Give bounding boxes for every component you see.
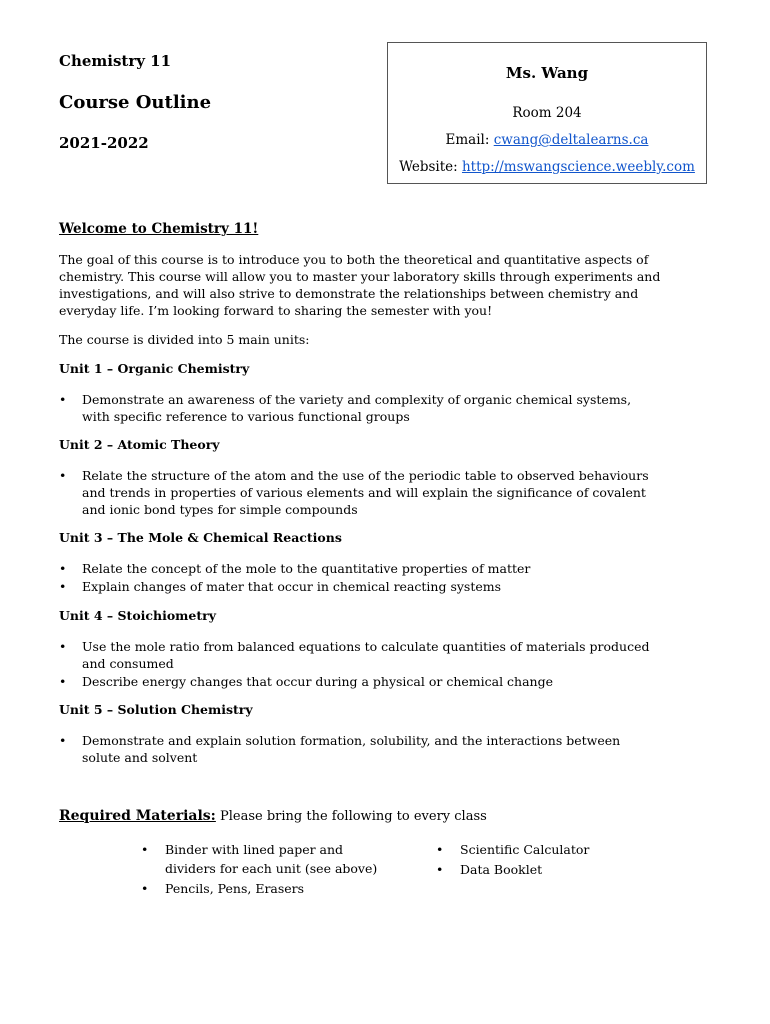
unit-1-list bbox=[59, 391, 659, 426]
unit-5-heading: Unit 5 – Solution Chemistry bbox=[59, 702, 253, 717]
unit-1-heading: Unit 1 – Organic Chemistry bbox=[59, 361, 250, 376]
required-materials-title: Required Materials: bbox=[59, 808, 216, 824]
list-item: • Demonstrate and explain solution formation, solubility, and the interactions between solute and solvent bbox=[59, 733, 621, 765]
list-item: • Explain changes of mater that occur in chemical reacting systems bbox=[59, 579, 502, 594]
website-link[interactable]: http://mswangscience.weebly.com bbox=[461, 159, 695, 175]
website-label: Website: bbox=[399, 159, 462, 175]
intro-paragraph: The goal of this course is to introduce you to both the theoretical and quantitative aspects of chemistry. This course will allow you to master your laboratory skills through experiments and investigations, and will also strive to demonstrate the relationships between chemistry and everyday life. I’m looking forward to sharing the semester with you! bbox=[59, 252, 661, 318]
bullet-icon: • bbox=[59, 733, 67, 748]
bullet-icon: • bbox=[141, 842, 149, 857]
unit-4-heading: Unit 4 – Stoichiometry bbox=[59, 608, 216, 623]
required-materials-heading bbox=[59, 808, 487, 824]
list-item: • Pencils, Pens, Erasers bbox=[141, 881, 305, 896]
unit-4-list bbox=[59, 638, 659, 691]
school-year: 2021-2022 bbox=[59, 134, 149, 152]
list-item: • Use the mole ratio from balanced equations to calculate quantities of materials produced and consumed bbox=[59, 639, 650, 671]
page-title: Course Outline bbox=[59, 92, 212, 113]
teacher-contact-box bbox=[387, 42, 707, 184]
bullet-icon: • bbox=[59, 561, 67, 576]
list-item: • Data Booklet bbox=[436, 862, 543, 877]
list-item: • Binder with lined paper and dividers for each unit (see above) bbox=[141, 842, 378, 876]
materials-list-left bbox=[141, 840, 391, 899]
website-line bbox=[388, 159, 706, 175]
bullet-icon: • bbox=[436, 842, 444, 857]
unit-2-heading: Unit 2 – Atomic Theory bbox=[59, 437, 220, 452]
list-item: • Relate the concept of the mole to the quantitative properties of matter bbox=[59, 561, 531, 576]
course-name: Chemistry 11 bbox=[59, 52, 172, 70]
list-item: • Demonstrate an awareness of the variety and complexity of organic chemical systems, with specific reference to various functional groups bbox=[59, 392, 632, 424]
email-label: Email: bbox=[445, 132, 494, 148]
bullet-icon: • bbox=[59, 674, 67, 689]
room-number: Room 204 bbox=[512, 105, 582, 121]
unit-2-list bbox=[59, 467, 659, 519]
bullet-icon: • bbox=[59, 579, 67, 594]
email-link[interactable]: cwang@deltalearns.ca bbox=[493, 132, 649, 148]
unit-3-list bbox=[59, 560, 659, 596]
unit-5-list bbox=[59, 732, 659, 767]
list-item: • Relate the structure of the atom and the use of the periodic table to observed behaviours and trends in properties of various elements and will explain the significance of covalent and ionic bond types for simple compounds bbox=[59, 468, 649, 517]
bullet-icon: • bbox=[59, 392, 67, 407]
bullet-icon: • bbox=[59, 468, 67, 483]
bullet-icon: • bbox=[141, 881, 149, 896]
welcome-heading: Welcome to Chemistry 11! bbox=[59, 221, 259, 237]
bullet-icon: • bbox=[436, 862, 444, 877]
required-materials-subtitle: Please bring the following to every class bbox=[215, 809, 487, 824]
list-item: • Describe energy changes that occur during a physical or chemical change bbox=[59, 674, 554, 689]
email-line bbox=[388, 132, 706, 148]
materials-list-right bbox=[436, 840, 656, 880]
unit-3-heading: Unit 3 – The Mole & Chemical Reactions bbox=[59, 530, 342, 545]
bullet-icon: • bbox=[59, 639, 67, 654]
list-item: • Scientific Calculator bbox=[436, 842, 590, 857]
teacher-name: Ms. Wang bbox=[505, 64, 589, 82]
units-intro: The course is divided into 5 main units: bbox=[59, 332, 310, 347]
